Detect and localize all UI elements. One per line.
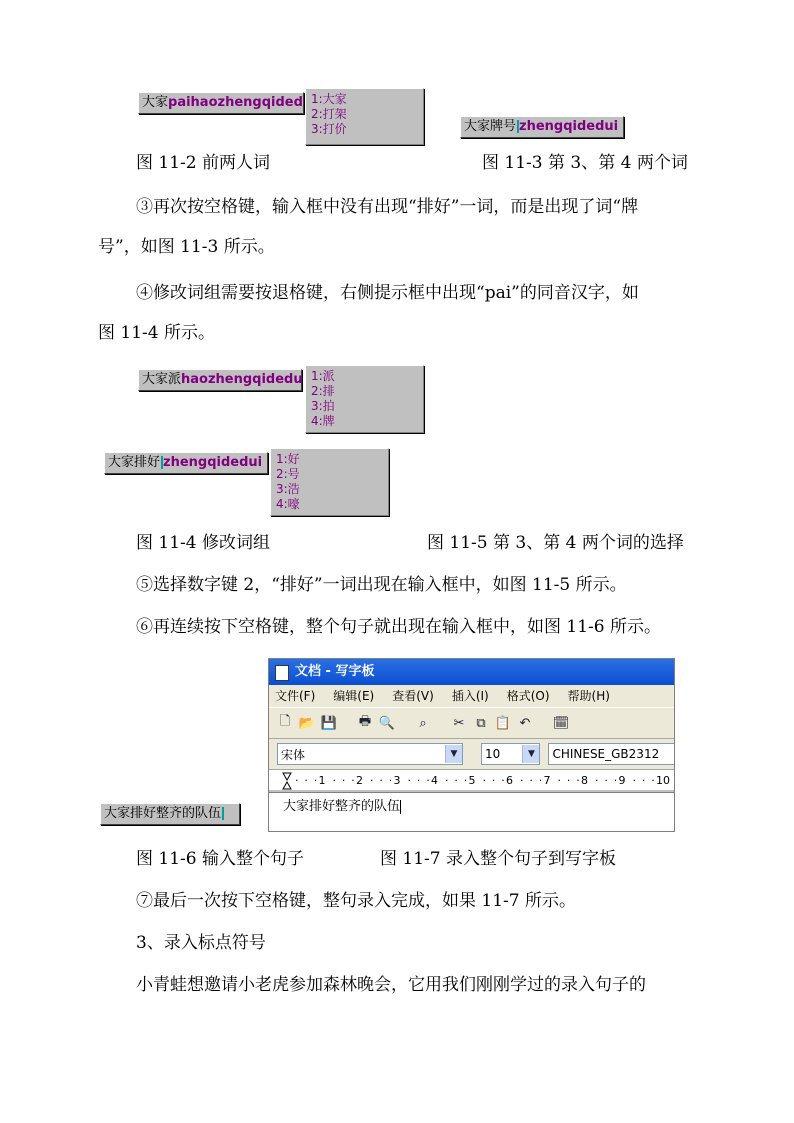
ruler[interactable]	[269, 769, 674, 792]
ruler-dot: ·	[520, 774, 524, 787]
ruler-number: 7	[543, 774, 551, 787]
document-area[interactable]	[269, 792, 674, 832]
undo-icon[interactable]: ↶	[519, 715, 531, 731]
ruler-dot: ·	[641, 774, 646, 787]
ruler-number: 6	[506, 774, 513, 787]
caption-fig-11-4: 图 11-4 修改词组	[136, 533, 270, 553]
ruler-number: 9	[618, 774, 626, 787]
ime-prefix: 大家派	[142, 372, 182, 387]
ruler-dot: ·	[407, 774, 411, 787]
ruler-number: 3	[393, 774, 401, 787]
text-cursor	[400, 800, 401, 814]
candidate-box-fig5	[270, 448, 389, 516]
ruler-dot: ·	[295, 774, 299, 787]
new-document-icon[interactable]: 🗋	[279, 714, 291, 729]
ruler-dot: ·	[341, 774, 346, 787]
ruler-dot: ·	[529, 774, 533, 787]
candidate-item[interactable]: 4:牌	[311, 414, 335, 428]
candidate-box-fig4	[305, 365, 424, 433]
section-heading-3: 3、录入标点符号	[136, 933, 266, 953]
font-select[interactable]	[277, 743, 463, 765]
paragraph-5: ⑤选择数字键 2，“排好”一词出现在输入框中，如图 11-5 所示。	[136, 575, 627, 595]
paste-icon[interactable]: 📋	[494, 715, 512, 731]
ime-input-bar-fig3	[460, 116, 624, 138]
copy-icon[interactable]: ⧉	[476, 715, 486, 731]
ruler-dot: ·	[445, 774, 449, 787]
ime-pinyin: haozhengqidedu	[181, 372, 303, 387]
ruler-dot: ·	[304, 774, 308, 787]
caption-fig-11-5: 图 11-5 第 3、第 4 两个词的选择	[427, 533, 684, 553]
caption-fig-11-7: 图 11-7 录入整个句子到写字板	[380, 849, 616, 869]
ruler-dot: ·	[491, 774, 496, 787]
paragraph-4-line-1: ④修改词组需要按退格键，右侧提示框中出现“pai”的同音汉字，如	[136, 283, 639, 303]
script-select[interactable]	[548, 743, 674, 765]
ime-prefix: 大家牌号	[464, 119, 517, 134]
candidate-item[interactable]: 3:拍	[311, 399, 335, 413]
ruler-dot: ·	[313, 774, 318, 787]
menu-format[interactable]: 格式(O)	[506, 689, 550, 703]
ruler-dot: ·	[576, 774, 580, 787]
cut-icon[interactable]: ✂	[453, 715, 465, 731]
ruler-dot: ·	[388, 774, 393, 787]
ruler-dot: ·	[370, 774, 374, 787]
ime-prefix: 大家	[142, 95, 169, 110]
ime-input-bar-fig5	[104, 452, 268, 474]
ruler-dot: ·	[332, 774, 336, 787]
ruler-dot: ·	[651, 774, 655, 787]
paragraph-6: ⑥再连续按下空格键，整个句子就出现在输入框中，如图 11-6 所示。	[136, 617, 661, 637]
script-value: CHINESE_GB2312	[552, 747, 660, 761]
candidate-item[interactable]: 4:嚎	[276, 497, 300, 511]
ruler-number: 8	[581, 774, 588, 787]
menu-bar	[269, 685, 674, 707]
ruler-dot: ·	[501, 774, 505, 787]
ime-input-bar-fig4	[138, 369, 302, 391]
ruler-number: 1	[318, 774, 326, 787]
print-icon[interactable]: 🖶	[358, 714, 372, 729]
paragraph-3-line-1: ③再次按空格键，输入框中没有出现“排好”一词，而是出现了词“牌	[136, 197, 639, 217]
font-size-select[interactable]	[481, 743, 540, 765]
paragraph-4-line-2: 图 11-4 所示。	[98, 323, 215, 343]
ruler-dot: ·	[351, 774, 355, 787]
candidate-item[interactable]: 3:打价	[311, 122, 347, 136]
candidate-item[interactable]: 1:好	[276, 452, 300, 466]
window-title: 文档 - 写字板	[295, 664, 375, 679]
font-size-value: 10	[484, 747, 501, 761]
menu-insert[interactable]: 插入(I)	[451, 689, 489, 703]
candidate-item[interactable]: 2:排	[311, 384, 335, 398]
paragraph-3-line-2: 号”，如图 11-3 所示。	[98, 237, 275, 257]
ruler-dot: ·	[416, 774, 421, 787]
ime-prefix: 大家排好	[108, 455, 161, 470]
ruler-dot: ·	[604, 774, 608, 787]
candidate-box-fig2	[305, 88, 424, 145]
ruler-dot: ·	[538, 774, 543, 787]
menu-view[interactable]: 查看(V)	[392, 689, 434, 703]
ruler-number: 10	[656, 774, 670, 787]
chevron-down-icon[interactable]: ▼	[522, 745, 539, 763]
ruler-dot: ·	[482, 774, 486, 787]
ime-sentence: 大家排好整齐的队伍	[104, 806, 222, 821]
candidate-item[interactable]: 1:派	[311, 369, 335, 383]
caption-fig-11-2: 图 11-2 前两人词	[136, 153, 270, 173]
ime-input-bar-fig2	[138, 92, 304, 114]
ime-pinyin: zhengqidedui	[519, 119, 619, 134]
menu-edit[interactable]: 编辑(E)	[333, 689, 375, 703]
ruler-dot: ·	[566, 774, 571, 787]
candidate-item[interactable]: 2:号	[276, 467, 300, 481]
ruler-number: 5	[468, 774, 476, 787]
ime-input-bar-fig6	[100, 803, 240, 825]
ruler-dot: ·	[632, 774, 636, 787]
ruler-dot: ·	[426, 774, 430, 787]
ruler-dot: ·	[379, 774, 383, 787]
wordpad-window	[268, 658, 675, 832]
ruler-number: 4	[431, 774, 438, 787]
menu-file[interactable]: 文件(F)	[275, 689, 316, 703]
font-value: 宋体	[281, 747, 306, 762]
save-icon[interactable]: 💾	[320, 715, 338, 731]
candidate-item[interactable]: 3:浩	[276, 482, 300, 496]
document-text: 大家排好整齐的队伍	[283, 799, 401, 814]
ruler-dot: ·	[613, 774, 618, 787]
ruler-dot: ·	[595, 774, 599, 787]
text-cursor	[222, 807, 224, 820]
document-icon	[275, 665, 289, 681]
paragraph-7: ⑦最后一次按下空格键，整句录入完成，如果 11-7 所示。	[136, 891, 576, 911]
toolbar	[269, 707, 674, 739]
format-bar	[269, 739, 674, 769]
ime-pinyin: zhengqidedui	[163, 455, 263, 470]
ruler-dot: ·	[454, 774, 458, 787]
caption-fig-11-6: 图 11-6 输入整个句子	[136, 849, 304, 869]
insert-datetime-icon[interactable]: 🗓	[552, 715, 570, 731]
chevron-down-icon[interactable]: ▼	[445, 745, 462, 763]
ime-pinyin: paihaozhengqided	[168, 95, 303, 110]
paragraph-8: 小青蛙想邀请小老虎参加森林晚会，它用我们刚刚学过的录入句子的	[136, 975, 646, 995]
open-folder-icon[interactable]: 📂	[298, 715, 316, 731]
candidate-item[interactable]: 1:大家	[311, 92, 347, 106]
print-preview-icon[interactable]: 🔍	[378, 715, 396, 731]
menu-help[interactable]: 帮助(H)	[567, 689, 610, 703]
ruler-number: 2	[356, 774, 363, 787]
ruler-dot: ·	[557, 774, 561, 787]
candidate-item[interactable]: 2:打架	[311, 107, 347, 121]
ruler-dot: ·	[463, 774, 468, 787]
find-icon[interactable]: ⌕	[419, 715, 427, 731]
title-bar[interactable]	[269, 659, 674, 685]
caption-fig-11-3: 图 11-3 第 3、第 4 两个词	[482, 153, 688, 173]
